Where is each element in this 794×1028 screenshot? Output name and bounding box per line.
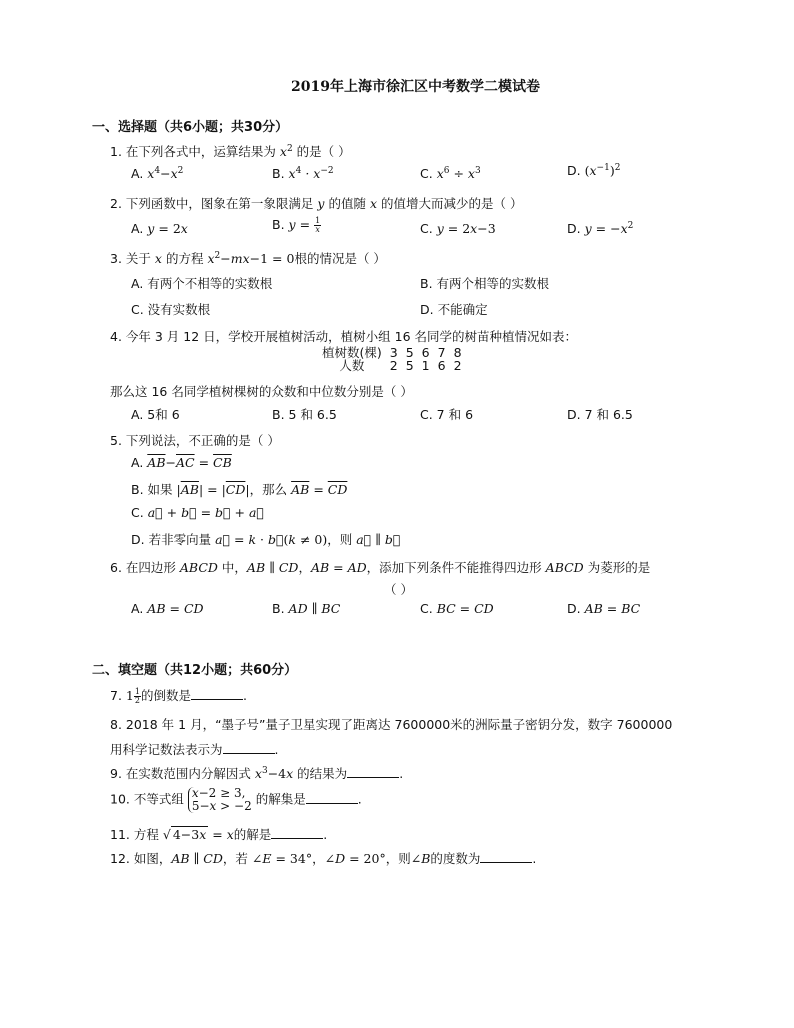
inequality-system: x−2 ≥ 3, 5−x > −2 (188, 787, 252, 813)
q3-option-a: A. 有两个不相等的实数根 (131, 276, 273, 291)
q3-option-b: B. 有两个相等的实数根 (420, 276, 550, 291)
question-8-line-2: 用科学记数法表示为 . (110, 742, 279, 757)
q3-option-c: C. 没有实数根 (131, 302, 211, 317)
q5-option-a: A. $\overline{AB}-\overline{AC} = \overline{CB}$ (131, 455, 232, 470)
page-title: 2019年上海市徐汇区中考数学二模试卷 (291, 79, 540, 95)
question-2-stem: 2. 下列函数中，图象在第一象限满足 y 的值随 x 的值增大而减少的是（ ） (110, 196, 523, 211)
answer-blank[interactable] (480, 852, 532, 863)
q2-option-b: B. y = $\frac{1}{x}$ (272, 216, 321, 234)
q1-math: $x^2$ (279, 143, 293, 159)
answer-blank[interactable] (223, 743, 275, 754)
table-cell: 1 (421, 358, 430, 373)
question-5-stem: 5. 下列说法，不正确的是（ ） (110, 433, 280, 448)
question-6-stem: 6. 在四边形 ABCD 中，AB ∥ CD，AB = AD，添加下列条件不能推得四边形 ABCD 为菱形的是 (110, 560, 651, 575)
q6-option-c: C. BC = CD (420, 601, 494, 616)
answer-blank[interactable] (271, 828, 323, 839)
q6-option-a: A. AB = CD (131, 601, 204, 616)
answer-blank[interactable] (191, 689, 243, 700)
q3-option-d: D. 不能确定 (420, 302, 488, 317)
answer-blank[interactable] (347, 767, 399, 778)
q6-option-d: D. AB = BC (567, 601, 641, 616)
q5-option-d: D. 若非零向量 a⃗ = k · b⃗(k ≠ 0)，则 a⃗ ∥ b⃗ (131, 532, 401, 547)
section-heading-fill: 二、填空题（共12小题；共60分） (92, 663, 298, 678)
q5-option-b: B. 如果 $|\overline{AB}| = |\overline{CD}|$，那么 $\overline{AB} = \overline{CD}$ (131, 482, 348, 497)
q4-option-d: D. 7 和 6.5 (567, 407, 633, 422)
question-9: 9. 在实数范围内分解因式 $x^3-4x$ 的结果为 . (110, 765, 404, 781)
q1-stem-b: 的是（ ） (296, 144, 351, 159)
table-cell: 5 (405, 345, 414, 360)
q1-option-b: B. $x^4 \cdot x^{-2}$ (272, 166, 334, 182)
question-4-stem-2: 那么这 16 名同学植树棵树的众数和中位数分别是（ ） (110, 384, 413, 399)
table-row-label: 植树数(棵) (322, 345, 382, 360)
question-12: 12. 如图，AB ∥ CD，若 ∠E = 34°，∠D = 20°，则∠B的度数为 . (110, 851, 537, 866)
q4-option-b: B. 5 和 6.5 (272, 407, 337, 422)
answer-blank[interactable] (306, 793, 358, 804)
question-4-stem: 4. 今年 3 月 12 日，学校开展植树活动，植树小组 16 名同学的树苗种植情况如表： (110, 329, 578, 344)
q5-option-c: C. a⃗ + b⃗ = b⃗ + a⃗ (131, 505, 264, 520)
q1-option-c: C. $x^6 \div x^3$ (420, 166, 481, 182)
q1-option-d: D. $(x^{-1})^2$ (567, 163, 621, 179)
question-1-stem (110, 142, 351, 160)
q6-paren: （ ） (384, 582, 413, 597)
q4-option-c: C. 7 和 6 (420, 407, 474, 422)
q2-option-d: D. $y = -x^2$ (567, 221, 634, 237)
table-cell: 3 (389, 345, 398, 360)
question-8-line-1: 8. 2018 年 1 月，“墨子号”量子卫星实现了距离达 7600000米的洲际量子密钥分发，数字 7600000 (110, 717, 673, 732)
table-cell: 7 (437, 345, 446, 360)
table-row (318, 359, 466, 372)
table-cell: 6 (421, 345, 430, 360)
table-cell: 2 (453, 358, 462, 373)
table-cell: 2 (389, 358, 398, 373)
table-cell: 5 (405, 358, 414, 373)
q2-option-a: A. y = 2x (131, 221, 188, 236)
table-cell: 6 (437, 358, 446, 373)
section-heading-choice: 一、选择题（共6小题；共30分） (92, 120, 289, 135)
question-11: 11. 方程 √ 4−3x = x的解是 . (110, 827, 328, 842)
question-10: 10. 不等式组 x−2 ≥ 3, 5−x > −2 的解集是 . (110, 786, 362, 813)
table-cell: 8 (453, 345, 462, 360)
q6-option-b: B. AD ∥ BC (272, 601, 341, 616)
tree-table (318, 346, 466, 372)
question-3-stem: 3. 关于 x 的方程 $x^2-mx-1 = 0$根的情况是（ ） (110, 250, 386, 266)
q4-option-a: A. 5和 6 (131, 407, 180, 422)
q2-option-c: C. y = 2x−3 (420, 221, 496, 236)
q1-option-a: A. $x^4-x^2$ (131, 166, 184, 182)
question-7: 7. 1 $\frac{1}{2}$ 的倒数是 . (110, 687, 247, 705)
table-row-label: 人数 (339, 358, 365, 373)
q1-stem-a: 1. 在下列各式中，运算结果为 (110, 144, 276, 159)
